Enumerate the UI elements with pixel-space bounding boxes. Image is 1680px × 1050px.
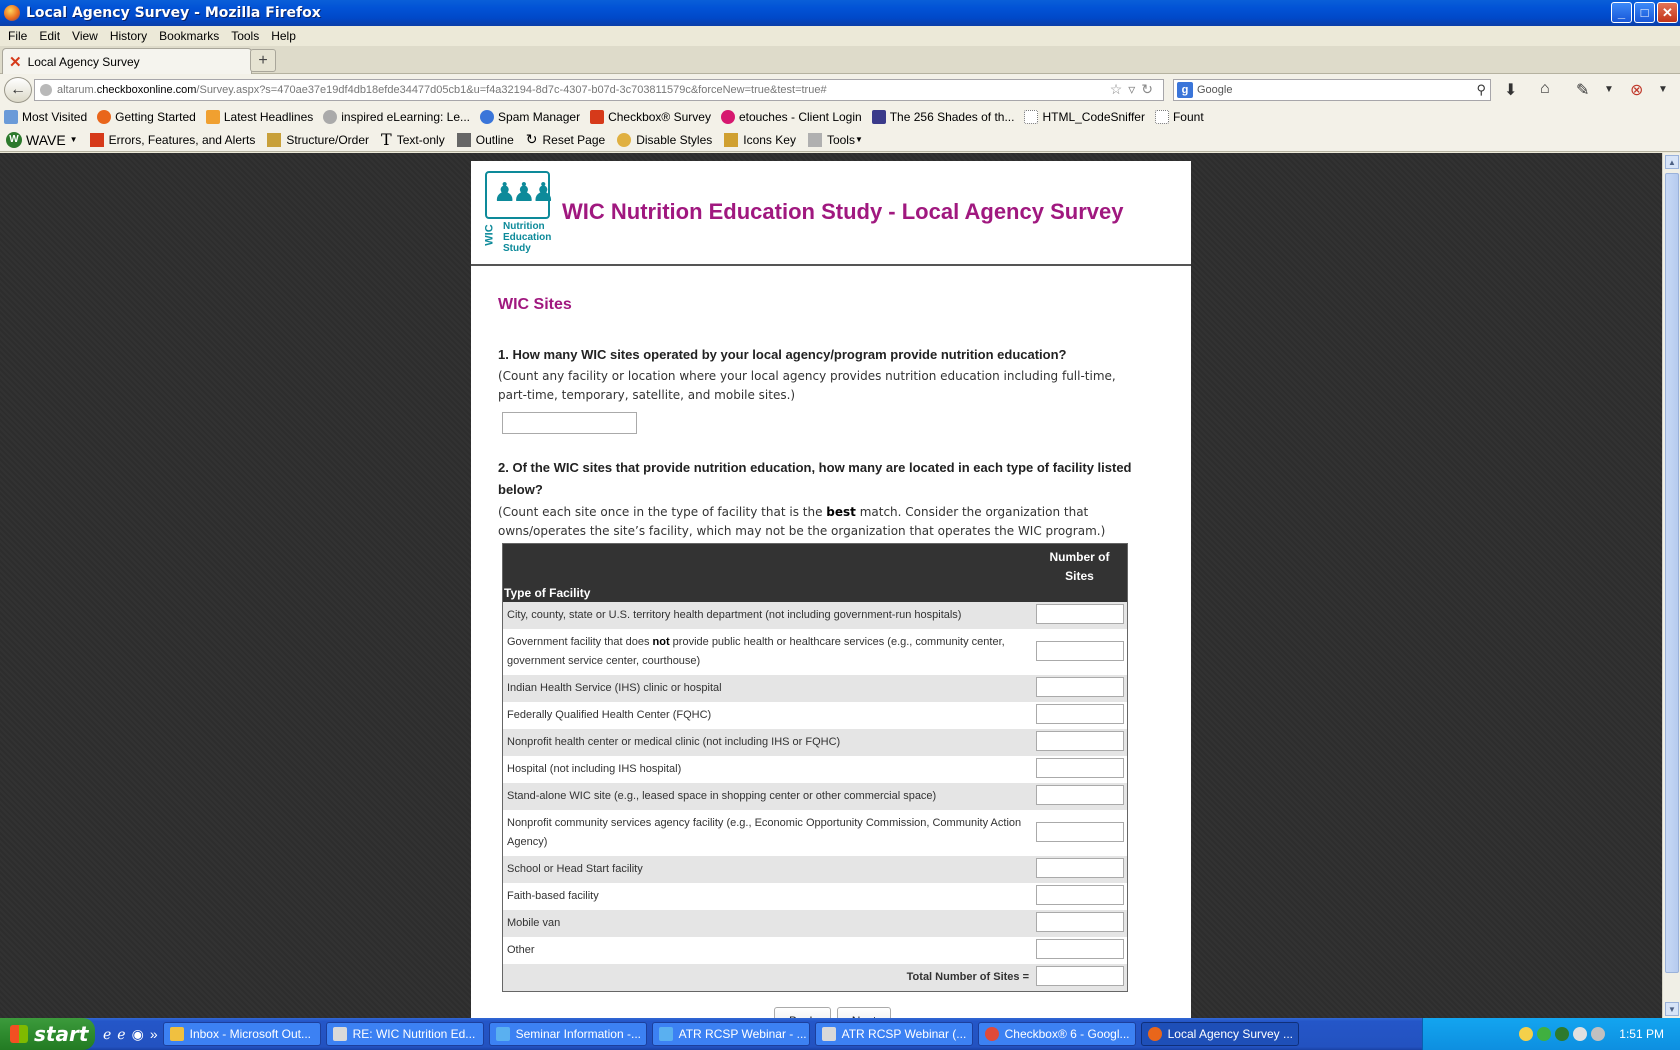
checkbox-x-icon: ✕ xyxy=(9,53,22,71)
ie-icon xyxy=(659,1027,673,1041)
google-icon[interactable]: g xyxy=(1177,82,1193,98)
stop-icon[interactable]: ⊗ xyxy=(1630,82,1644,99)
mail-icon xyxy=(333,1027,347,1041)
chrome-icon xyxy=(985,1027,999,1041)
wave-menu[interactable]: W WAVE ▼ xyxy=(6,132,78,148)
bookmark-latest-headlines[interactable]: Latest Headlines xyxy=(206,110,313,124)
outline-icon xyxy=(457,133,471,147)
wave-text-only[interactable]: T Text-only xyxy=(381,130,445,149)
scrollbar-thumb[interactable] xyxy=(1665,173,1679,973)
search-bar[interactable] xyxy=(1173,79,1491,101)
facility-label: Mobile van xyxy=(503,910,1034,937)
total-sites-input[interactable] xyxy=(1036,966,1124,986)
menu-bar xyxy=(0,26,1680,46)
menu-file[interactable]: File xyxy=(8,29,28,43)
blank-page-icon xyxy=(1024,110,1038,124)
table-row xyxy=(503,729,1128,756)
url-prefix: altarum. xyxy=(57,84,97,96)
facility-label: Faith-based facility xyxy=(507,889,599,902)
key-icon xyxy=(724,133,738,147)
tray-icon[interactable] xyxy=(1537,1027,1551,1041)
table-row xyxy=(503,756,1128,783)
survey-page xyxy=(471,161,1191,1041)
table-row xyxy=(503,883,1128,910)
menu-help[interactable]: Help xyxy=(271,29,296,43)
table-row xyxy=(503,856,1128,883)
sites-input[interactable] xyxy=(1036,731,1124,751)
volume-icon[interactable] xyxy=(1591,1027,1605,1041)
search-icon[interactable]: ⚲ xyxy=(1476,82,1486,97)
table-row xyxy=(503,629,1128,675)
bookmark-getting-started[interactable]: Getting Started xyxy=(97,110,196,124)
facility-table xyxy=(502,543,1128,992)
download-icon[interactable]: ⬇ xyxy=(1504,82,1518,99)
wave-tools[interactable]: Tools ▼ xyxy=(808,133,863,147)
blank-page-icon xyxy=(1155,110,1169,124)
bookmark-inspired-elearning[interactable]: inspired eLearning: Le... xyxy=(323,110,470,124)
bookmark-256-shades[interactable]: The 256 Shades of th... xyxy=(872,110,1015,124)
logo-line-3: Study xyxy=(503,243,531,254)
task-seminar[interactable]: Seminar Information -... xyxy=(489,1022,647,1046)
window-title: Local Agency Survey - Mozilla Firefox xyxy=(26,5,321,21)
facility-label: Nonprofit community services agency facility (e.g., Economic Opportunity Commission, Community Action Agency) xyxy=(507,816,1022,848)
rss-icon xyxy=(206,110,220,124)
outlook-icon xyxy=(170,1027,184,1041)
facility-label: Stand-alone WIC site (e.g., leased space in shopping center or other commercial space) xyxy=(503,783,1034,810)
table-row xyxy=(503,602,1128,629)
system-tray xyxy=(1422,1018,1680,1050)
wave-icons-key[interactable]: Icons Key xyxy=(724,133,796,147)
question-1-note: (Count any facility or location where your local agency provides nutrition education including full-time, part-time, temporary, satellite, and mobile sites.) xyxy=(498,369,1116,402)
table-row xyxy=(503,675,1128,702)
ie-icon[interactable]: ℯ xyxy=(103,1025,112,1042)
question-2-note: (Count each site once in the type of facility that is the best match. Consider the organization that owns/operates the site’s facility, which may not be the organization that operates the WIC program.) xyxy=(498,505,1106,538)
question-1-input[interactable] xyxy=(502,412,637,434)
document-icon xyxy=(822,1027,836,1041)
sites-input[interactable] xyxy=(1036,641,1124,661)
window-title-bar xyxy=(0,0,1680,26)
minimize-button[interactable]: _ xyxy=(1611,2,1632,23)
sites-input[interactable] xyxy=(1036,885,1124,905)
facility-label: Hospital (not including IHS hospital) xyxy=(507,762,682,775)
sites-input[interactable] xyxy=(1036,912,1124,932)
section-title: WIC Sites xyxy=(498,296,572,313)
bookmark-checkbox-survey[interactable]: Checkbox® Survey xyxy=(590,110,711,124)
new-tab-button[interactable]: + xyxy=(250,49,276,72)
browser-icon[interactable]: ℯ xyxy=(117,1025,126,1042)
back-arrow-icon: ← xyxy=(10,81,26,98)
wave-logo-icon: W xyxy=(6,132,22,148)
url-bar[interactable] xyxy=(34,79,1164,101)
header-type-of-facility: Type of Facility xyxy=(503,544,1034,602)
facility-label: Other xyxy=(507,943,535,956)
url-tools-icons[interactable]: ☆▿↻ xyxy=(1109,81,1159,97)
firefox-icon xyxy=(1148,1027,1162,1041)
wave-outline[interactable]: Outline xyxy=(457,133,514,147)
sites-input[interactable] xyxy=(1036,939,1124,959)
facility-label: City, county, state or U.S. territory health department (not including government-run hospitals) xyxy=(503,602,1034,629)
error-flag-icon xyxy=(90,133,104,147)
windows-logo-icon xyxy=(10,1025,28,1043)
facility-label: Nonprofit health center or medical clinic (not including IHS or FQHC) xyxy=(503,729,1034,756)
tray-icon[interactable] xyxy=(1555,1027,1569,1041)
header-number-of-sites: Number of Sites xyxy=(1033,544,1128,602)
sites-input[interactable] xyxy=(1036,785,1124,805)
text-icon: T xyxy=(381,130,392,149)
wave-toolbar xyxy=(0,128,1680,152)
back-button[interactable] xyxy=(4,77,32,103)
sites-input[interactable] xyxy=(1036,822,1124,842)
menu-dropdown-icon[interactable]: ▼ xyxy=(1658,84,1668,95)
table-row xyxy=(503,702,1128,729)
logo-wic-text: WIC xyxy=(483,224,496,246)
page-viewport xyxy=(0,153,1662,1018)
wave-errors[interactable]: Errors, Features, and Alerts xyxy=(90,133,256,147)
menu-history[interactable]: History xyxy=(109,29,148,43)
structure-icon xyxy=(267,133,281,147)
firefox-icon xyxy=(4,5,20,21)
wave-reset-page[interactable]: ↻ Reset Page xyxy=(525,131,606,147)
table-row xyxy=(503,910,1128,937)
menu-bookmarks[interactable]: Bookmarks xyxy=(159,29,220,43)
sites-input[interactable] xyxy=(1036,704,1124,724)
total-row xyxy=(503,964,1128,992)
bookmark-spam-manager[interactable]: Spam Manager xyxy=(480,110,580,124)
facility-label: School or Head Start facility xyxy=(503,856,1034,883)
scroll-down-icon[interactable]: ▼ xyxy=(1665,1002,1679,1016)
facility-label: Federally Qualified Health Center (FQHC) xyxy=(507,708,712,721)
survey-header xyxy=(471,161,1191,266)
sites-input[interactable] xyxy=(1036,677,1124,697)
family-icon: ♟♟♟ xyxy=(493,177,551,207)
url-path: /Survey.aspx?s=470ae37e19df4db18efde34477d05cb1&u=f4a32194-8d7c-4307-b07d-3c703811579c&forceNew=true&test=true# xyxy=(196,84,827,96)
home-icon[interactable]: ⌂ xyxy=(1540,80,1550,97)
task-outlook[interactable]: Inbox - Microsoft Out... xyxy=(163,1022,321,1046)
firefox-icon[interactable]: ◉ xyxy=(131,1025,144,1042)
palette-icon xyxy=(617,133,631,147)
bookmark-folder-icon xyxy=(4,110,18,124)
site-identity-icon[interactable] xyxy=(40,84,52,96)
menu-tools[interactable]: Tools xyxy=(231,29,260,43)
facility-label: Government facility that does not provide public health or healthcare services (e.g., community center, government service center, courthouse) xyxy=(507,635,1005,667)
bookmark-html-codesniffer[interactable]: HTML_CodeSniffer xyxy=(1024,110,1145,124)
spam-manager-icon xyxy=(480,110,494,124)
task-webinar-1[interactable]: ATR RCSP Webinar - ... xyxy=(652,1022,810,1046)
wave-structure[interactable]: Structure/Order xyxy=(267,133,369,147)
bookmark-etouches[interactable]: etouches - Client Login xyxy=(721,110,862,124)
table-row xyxy=(503,937,1128,964)
quick-launch xyxy=(103,1026,158,1043)
sites-input[interactable] xyxy=(1036,858,1124,878)
table-row xyxy=(503,810,1128,856)
best-emphasis: best xyxy=(826,505,856,519)
sites-input[interactable] xyxy=(1036,604,1124,624)
menu-view[interactable]: View xyxy=(72,29,98,43)
bookmark-fount[interactable]: Fount xyxy=(1155,110,1204,124)
table-row xyxy=(503,783,1128,810)
logo-line-2: Education xyxy=(503,232,552,243)
task-local-agency-survey[interactable]: Local Agency Survey ... xyxy=(1141,1022,1299,1046)
addon-icon[interactable]: ✎ xyxy=(1576,82,1590,99)
etouches-icon xyxy=(721,110,735,124)
start-button[interactable]: start xyxy=(0,1018,95,1050)
task-webinar-2[interactable]: ATR RCSP Webinar (... xyxy=(815,1022,973,1046)
tab-local-agency-survey[interactable] xyxy=(2,48,252,74)
url-host: checkboxonline.com xyxy=(96,84,197,96)
shield-icon[interactable] xyxy=(1573,1027,1587,1041)
wrench-icon xyxy=(808,133,822,147)
menu-edit[interactable]: Edit xyxy=(39,29,61,43)
bookmark-icon xyxy=(323,110,337,124)
checkbox-x-icon xyxy=(590,110,604,124)
firefox-icon xyxy=(97,110,111,124)
task-chrome[interactable]: Checkbox® 6 - Googl... xyxy=(978,1022,1136,1046)
bookmarks-toolbar xyxy=(0,106,1680,128)
tab-title: Local Agency Survey xyxy=(27,54,140,69)
tab-strip xyxy=(0,46,1680,74)
more-icon[interactable]: » xyxy=(149,1025,158,1042)
ie-icon xyxy=(496,1027,510,1041)
vertical-scrollbar[interactable] xyxy=(1662,153,1680,1018)
windows-taskbar xyxy=(0,1018,1680,1050)
question-1: 1. How many WIC sites operated by your local agency/program provide nutrition education? xyxy=(498,347,1067,362)
question-2: 2. Of the WIC sites that provide nutrition education, how many are located in each type of facility listed below? xyxy=(498,460,1132,497)
search-placeholder: Google xyxy=(1197,84,1233,96)
logo-line-1: Nutrition xyxy=(503,221,545,232)
survey-title: WIC Nutrition Education Study - Local Agency Survey xyxy=(562,199,1124,224)
total-label: Total Number of Sites = xyxy=(503,964,1034,992)
bookmark-most-visited[interactable]: Most Visited xyxy=(4,110,87,124)
navigation-toolbar xyxy=(0,74,1680,106)
wic-logo xyxy=(483,171,552,254)
tray-icon[interactable] xyxy=(1519,1027,1533,1041)
sites-input[interactable] xyxy=(1036,758,1124,778)
dropdown-icon[interactable]: ▼ xyxy=(1604,84,1614,95)
scroll-up-icon[interactable]: ▲ xyxy=(1665,155,1679,169)
facility-label: Indian Health Service (IHS) clinic or hospital xyxy=(503,675,1034,702)
wave-disable-styles[interactable]: Disable Styles xyxy=(617,133,712,147)
bookmark-icon xyxy=(872,110,886,124)
reset-icon: ↻ xyxy=(525,131,538,147)
clock: 1:51 PM xyxy=(1619,1027,1664,1041)
close-button[interactable]: ✕ xyxy=(1657,2,1678,23)
maximize-button[interactable]: □ xyxy=(1634,2,1655,23)
task-wic-email[interactable]: RE: WIC Nutrition Ed... xyxy=(326,1022,484,1046)
